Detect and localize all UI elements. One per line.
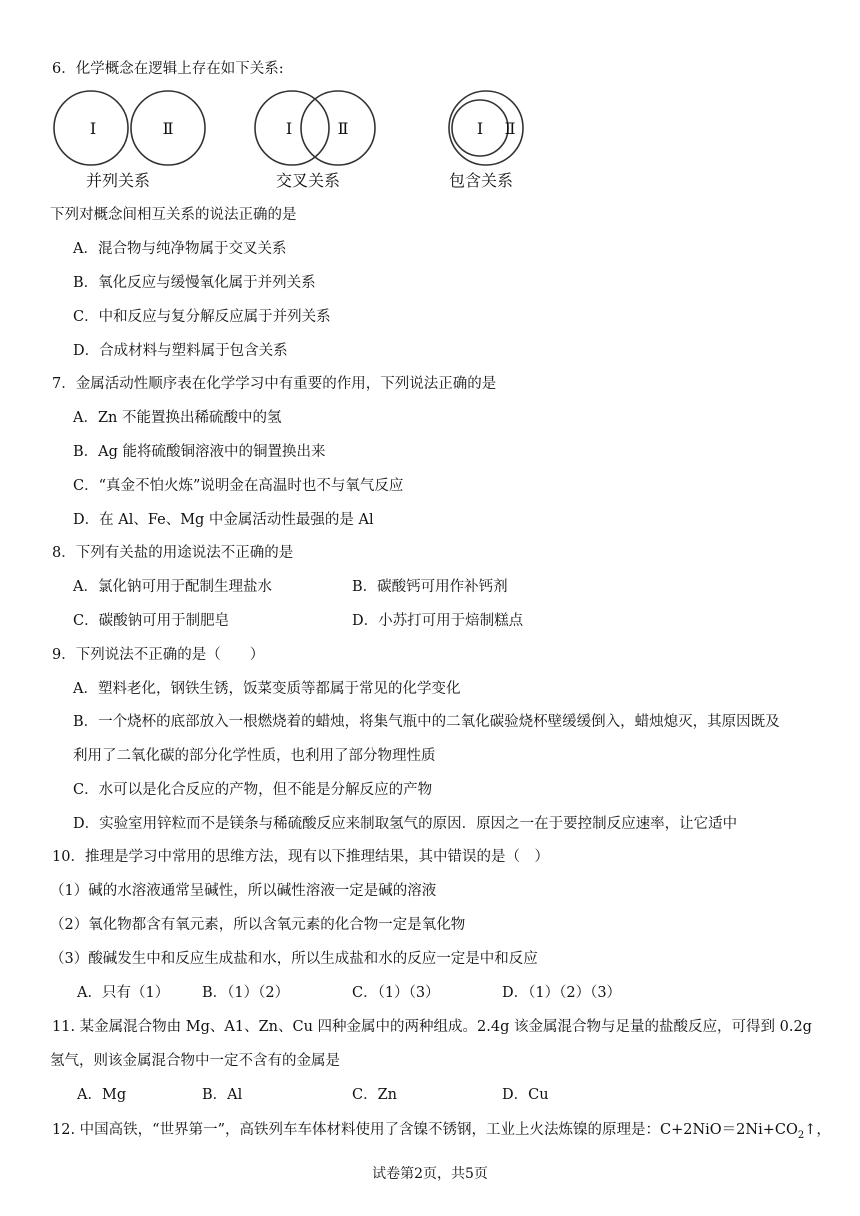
q9-option-c: C．水可以是化合反应的产物，但不能是分解反应的产物 (73, 782, 433, 798)
circle-label-1: Ⅰ (89, 119, 97, 138)
q9-option-b-cont: 利用了二氧化碳的部分化学性质，也利用了部分物理性质 (73, 748, 436, 764)
circle-label-2: Ⅱ (504, 119, 516, 138)
q7-option-a: A．Zn 不能置换出稀硫酸中的氢 (73, 410, 282, 426)
q10-item-2: （2）氧化物都含有氧元素，所以含氧元素的化合物一定是氧化物 (50, 917, 466, 933)
q10-item-1: （1）碱的水溶液通常呈碱性，所以碱性溶液一定是碱的溶液 (50, 883, 437, 899)
q12-stem (52, 1120, 831, 1146)
q12-stem-tail: ↑， (804, 1122, 831, 1138)
q10-option-d: D．（1）（2）（3） (502, 985, 622, 1001)
q12-stem-text: 12. 中国高铁，“世界第一”，高铁列车车体材料使用了含镍不锈钢，工业上火法炼镍的原理是：C+2NiO＝2Ni+CO (52, 1122, 798, 1138)
q6-prompt: 下列对概念间相互关系的说法正确的是 (50, 207, 297, 223)
q6-option-b: B．氧化反应与缓慢氧化属于并列关系 (73, 275, 316, 291)
q11-option-c: C．Zn (352, 1087, 398, 1103)
q6-option-a: A．混合物与纯净物属于交叉关系 (73, 241, 287, 257)
q8-stem: 8．下列有关盐的用途说法不正确的是 (52, 545, 294, 561)
q8-option-b: B．碳酸钙可用作补钙剂 (352, 579, 508, 595)
caption-contain: 包含关系 (449, 171, 514, 190)
q10-option-b: B．（1）（2） (202, 985, 290, 1001)
q11-stem-line1: 11. 某金属混合物由 Mg、A1、Zn、Cu 四种金属中的两种组成。2.4g 该金属混合物与足量的盐酸反应，可得到 0.2g (52, 1019, 812, 1035)
q6-option-c: C．中和反应与复分解反应属于并列关系 (73, 309, 331, 325)
q8-option-c: C．碳酸钠可用于制肥皂 (73, 613, 230, 629)
q11-option-b: B．Al (202, 1087, 243, 1103)
circle-label-2: Ⅱ (162, 119, 174, 138)
q11-stem-line2: 氢气，则该金属混合物中一定不含有的金属是 (50, 1053, 340, 1069)
q7-option-c: C．“真金不怕火炼”说明金在高温时也不与氧气反应 (73, 478, 404, 494)
circle-label-1: Ⅰ (285, 119, 293, 138)
circle-label-2: Ⅱ (337, 119, 349, 138)
caption-intersect: 交叉关系 (276, 171, 341, 190)
q9-option-b: B．一个烧杯的底部放入一根燃烧着的蜡烛，将集气瓶中的二氧化碳验烧杯壁缓缓倒入，蜡烛熄灭，其原因既及 (73, 714, 780, 730)
page-footer: 试卷第2页，共5页 (372, 1166, 488, 1182)
q10-option-a: A．只有（1） (77, 985, 170, 1001)
caption-parallel: 并列关系 (86, 171, 151, 190)
q6-option-d: D．合成材料与塑料属于包含关系 (73, 343, 288, 359)
q10-option-c: C．（1）（3） (352, 985, 440, 1001)
q12-subscript: 2 (797, 1129, 805, 1141)
q7-option-d: D．在 Al、Fe、Mg 中金属活动性最强的是 Al (73, 512, 374, 528)
q9-option-d: D．实验室用锌粒而不是镁条与稀硫酸反应来制取氢气的原因．原因之一在于要控制反应速率，让它适中 (73, 816, 738, 832)
q11-option-a: A．Mg (77, 1087, 127, 1103)
q10-item-3: （3）酸碱发生中和反应生成盐和水，所以生成盐和水的反应一定是中和反应 (50, 951, 538, 967)
circle-label-1: Ⅰ (476, 119, 484, 138)
q7-option-b: B．Ag 能将硫酸铜溶液中的铜置换出来 (73, 444, 326, 460)
q9-option-a: A．塑料老化，钢铁生锈，饭菜变质等都属于常见的化学变化 (73, 681, 461, 697)
q8-option-a: A．氯化钠可用于配制生理盐水 (73, 579, 272, 595)
q6-stem: 6．化学概念在逻辑上存在如下关系: (52, 61, 284, 77)
q7-stem: 7．金属活动性顺序表在化学学习中有重要的作用，下列说法正确的是 (52, 376, 497, 392)
q9-stem: 9．下列说法不正确的是（ ） (52, 647, 265, 663)
q8-option-d: D．小苏打可用于焙制糕点 (352, 613, 524, 629)
q11-option-d: D．Cu (502, 1087, 549, 1103)
q10-stem: 10．推理是学习中常用的思维方法，现有以下推理结果，其中错误的是（ ） (52, 849, 549, 865)
